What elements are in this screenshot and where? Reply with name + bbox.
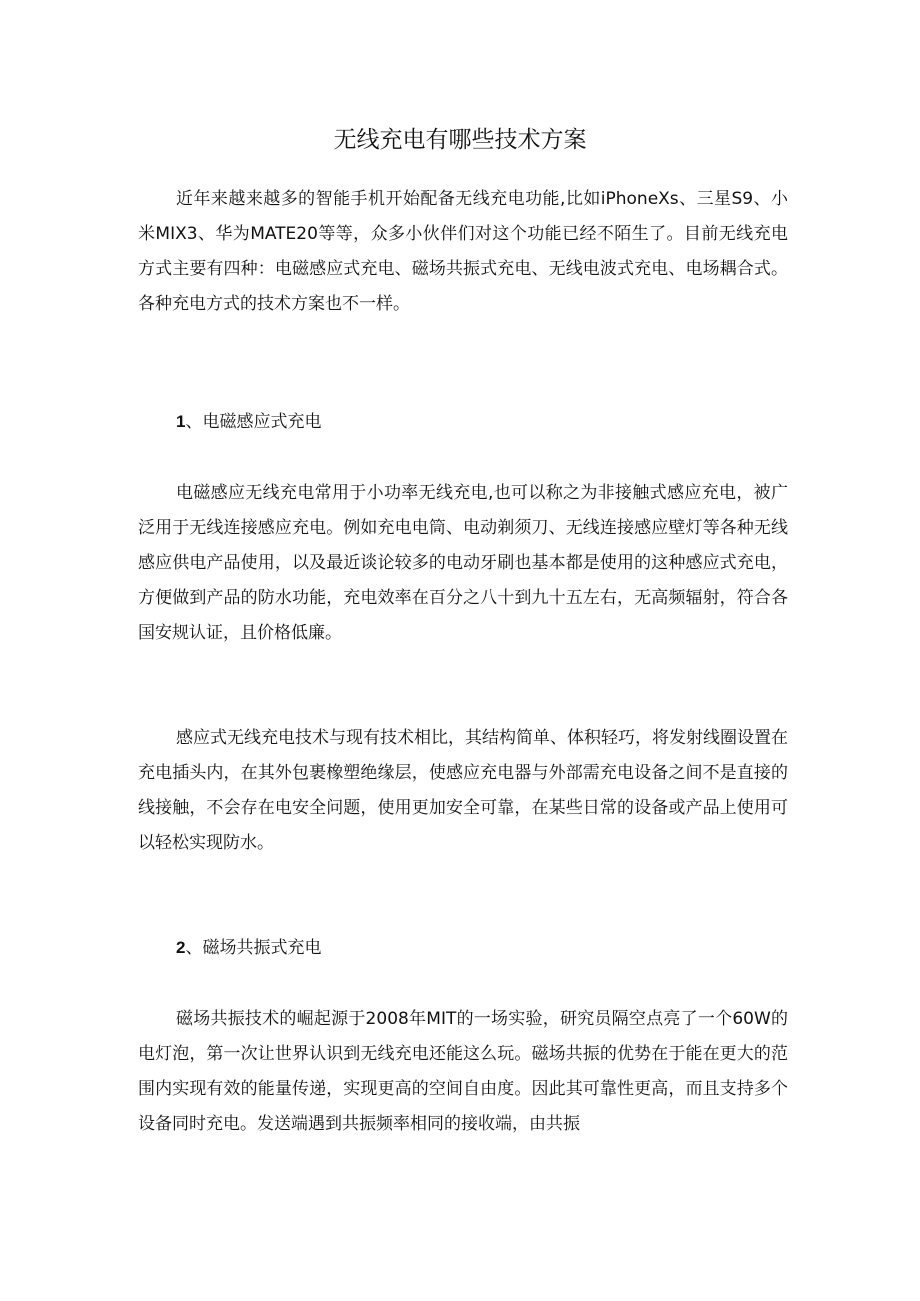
section-number-2: 2 xyxy=(176,938,186,957)
section-title-1: 、电磁感应式充电 xyxy=(185,412,322,432)
intro-paragraph: 近年来越来越多的智能手机开始配备无线充电功能,比如iPhoneXs、三星S9、小米MIX3、华为MATE20等等，众多小伙伴们对这个功能已经不陌生了。目前无线充电方式主要有四种：电磁感应式充电、磁场共振式充电、无线电波式充电、电场耦合式。各种充电方式的技术方案也不一样。 xyxy=(138,189,788,314)
section-2-paragraph-1: 磁场共振技术的崛起源于2008年MIT的一场实验，研究员隔空点亮了一个60W的电灯泡，第一次让世界认识到无线充电还能这么玩。磁场共振的优势在于能在更大的范围内实现有效的能量传递，实现更高的空间自由度。因此其可靠性更高，而且支持多个设备同时充电。发送端遇到共振频率相同的接收端，由共振 xyxy=(138,1009,788,1134)
section-1-paragraph-2: 感应式无线充电技术与现有技术相比，其结构简单、体积轻巧，将发射线圈设置在充电插头内，在其外包裹橡塑绝缘层，使感应充电器与外部需充电设备之间不是直接的线接触，不会存在电安全问题，使用更加安全可靠，在某些日常的设备或产品上使用可以轻松实现防水。 xyxy=(138,728,788,853)
document-title: 无线充电有哪些技术方案 xyxy=(333,127,587,153)
section-title-2: 、磁场共振式充电 xyxy=(185,938,322,958)
section-number-1: 1 xyxy=(176,412,186,431)
section-heading-2 xyxy=(176,930,321,966)
section-1-paragraph-1: 电磁感应无线充电常用于小功率无线充电,也可以称之为非接触式感应充电，被广泛用于无线连接感应充电。例如充电电筒、电动剃须刀、无线连接感应壁灯等各种无线感应供电产品使用，以及最近谈论较多的电动牙刷也基本都是使用的这种感应式充电，方便做到产品的防水功能，充电效率在百分之八十到九十五左右，无高频辐射，符合各国安规认证，且价格低廉。 xyxy=(138,483,788,643)
section-heading-1 xyxy=(176,404,321,440)
